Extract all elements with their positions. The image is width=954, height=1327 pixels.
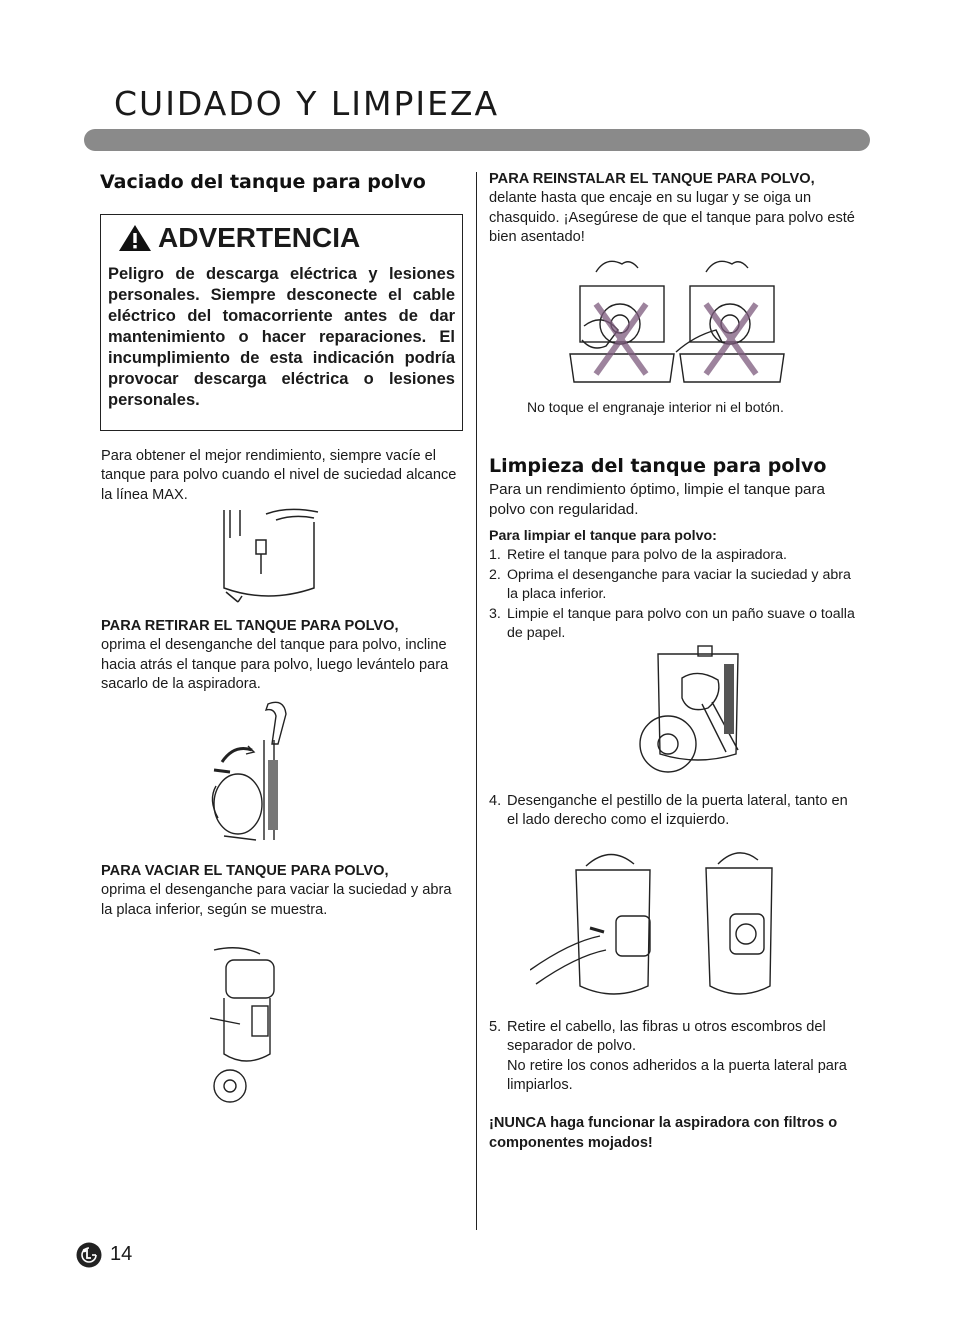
do-not-touch-illustration (566, 256, 790, 386)
reinstall-heading: PARA REINSTALAR EL TANQUE PARA POLVO, (489, 171, 815, 187)
list-item: 5. Retire el cabello, las fibras u otros escombros del separador de polvo. No retire los conos adheridos a la puerta lateral para limpiarlos. (489, 1019, 847, 1094)
empty-tank-illustration (210, 944, 280, 1110)
empty-heading: PARA VACIAR EL TANQUE PARA POLVO, (101, 863, 389, 879)
side-door-latch-illustration (530, 846, 780, 1004)
list-item: 2. Oprima el desenganche para vaciar la suciedad y abra la placa inferior. (489, 566, 851, 603)
wipe-tank-illustration (638, 644, 748, 780)
intro-text: Para obtener el mejor rendimiento, siempre vacíe el tanque para polvo cuando el nivel de suciedad alcance la línea MAX. (101, 448, 457, 503)
reinstall-text: delante hasta que encaje en su lugar y se oiga un chasquido. ¡Asegúrese de que el tanque para polvo esté bien asentado! (489, 190, 855, 246)
section-title-cleaning: Limpieza del tanque para polvo (489, 455, 827, 477)
list-item: 3. Limpie el tanque para polvo con un paño suave o toalla de papel. (489, 605, 855, 642)
warning-title (118, 222, 360, 254)
cleaning-steps-list (489, 546, 861, 643)
lg-logo-icon (76, 1242, 102, 1268)
step-5-note: No retire los conos adheridos a la puerta lateral para limpiarlos. (507, 1057, 847, 1094)
page-number: 14 (110, 1243, 133, 1265)
step-5 (489, 1018, 861, 1096)
list-item: 1. Retire el tanque para polvo de la aspiradora. (489, 547, 787, 564)
section-title-emptying: Vaciado del tanque para polvo (100, 171, 426, 193)
remove-instructions (101, 617, 465, 695)
empty-text: oprima el desenganche para vaciar la suciedad y abra la placa inferior, según se muestra. (101, 882, 452, 918)
step-5-text: Retire el cabello, las fibras u otros escombros del separador de polvo. (507, 1019, 826, 1055)
remove-tank-illustration (204, 700, 294, 850)
warning-triangle-icon (118, 224, 152, 252)
cleaning-steps-block (489, 527, 861, 643)
step-4 (489, 792, 861, 831)
empty-instructions (101, 862, 465, 920)
warning-title-text: ADVERTENCIA (158, 222, 361, 253)
final-warning: ¡NUNCA haga funcionar la aspiradora con filtros o componentes mojados! (489, 1115, 838, 1151)
remove-heading: PARA RETIRAR EL TANQUE PARA POLVO, (101, 618, 399, 634)
cleaning-steps-heading: Para limpiar el tanque para polvo: (489, 528, 717, 544)
reinstall-instructions (489, 170, 859, 248)
cleaning-intro: Para un rendimiento óptimo, limpie el tanque para polvo con regularidad. (489, 481, 826, 518)
warning-body: Peligro de descarga eléctrica y lesiones personales. Siempre desconecte el cable eléctrico del tomacorriente antes de dar mantenimiento o hacer reparaciones. El incumplimiento de esta indicación podría provocar descarga eléctrica o lesiones personales. (108, 265, 455, 409)
dust-tank-max-illustration (218, 508, 330, 608)
page-title: CUIDADO Y LIMPIEZA (114, 84, 500, 123)
remove-text: oprima el desenganche del tanque para polvo, incline hacia atrás el tanque para polvo, luego levántelo para sacarlo de la aspiradora. (101, 637, 449, 693)
title-bar (84, 129, 870, 151)
list-item: 4. Desenganche el pestillo de la puerta lateral, tanto en el lado derecho como el izquierdo. (489, 793, 848, 829)
column-divider (476, 172, 477, 1230)
do-not-touch-caption: No toque el engranaje interior ni el botón. (527, 399, 784, 415)
